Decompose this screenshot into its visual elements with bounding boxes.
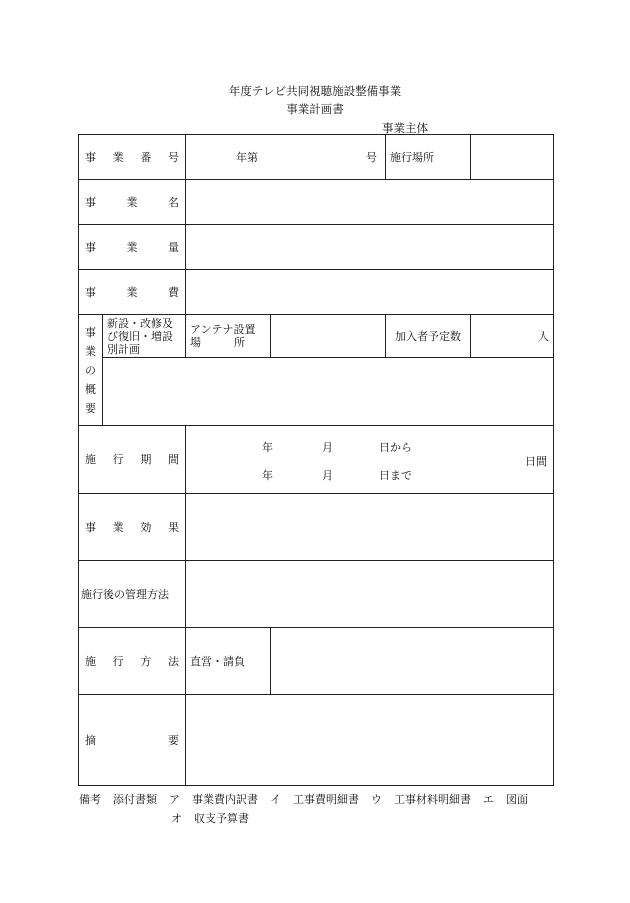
- period-field[interactable]: 年 月 日から 年 月 日まで 日間: [186, 426, 554, 493]
- label-period: 施 行 期 間: [79, 426, 186, 493]
- unit-persons: 人: [538, 330, 550, 344]
- label-project-amount: 事 業 量: [79, 225, 186, 270]
- project-cost-field[interactable]: [186, 270, 554, 315]
- label-remarks: 摘 要: [79, 694, 186, 785]
- remarks-field[interactable]: [186, 694, 554, 785]
- label-site: 施行場所: [386, 135, 471, 180]
- management-field[interactable]: [186, 560, 554, 627]
- overview-detail-field[interactable]: [103, 358, 554, 426]
- plan-form-table: [78, 134, 554, 786]
- label-project-name: 事 業 名: [79, 180, 186, 225]
- document-title: 年度テレビ共同視聴施設整備事業: [228, 84, 402, 98]
- label-overview: 事 業 の 概 要: [79, 315, 103, 426]
- project-name-field[interactable]: [186, 180, 554, 225]
- method-options[interactable]: 直営・請負: [186, 627, 271, 694]
- label-effect: 事 業 効 果: [79, 493, 186, 560]
- method-field[interactable]: [271, 627, 554, 694]
- label-antenna-site: アンテナ設置場 所: [186, 315, 271, 358]
- site-field[interactable]: [471, 135, 554, 180]
- label-project-cost: 事 業 費: [79, 270, 186, 315]
- document-subtitle: 事業計画書: [286, 102, 344, 116]
- subscribers-field[interactable]: [471, 315, 554, 358]
- entity-label: 事業主体: [382, 121, 428, 135]
- label-subscribers: 加入者予定数: [386, 315, 471, 358]
- effect-field[interactable]: [186, 493, 554, 560]
- notes: 備考 添付書類 ア 事業費内訳書 イ 工事費明細書 ウ 工事材料明細書 エ 図面 オ 収支予算書: [79, 793, 528, 825]
- project-number-field[interactable]: 年第 号: [186, 135, 386, 180]
- project-amount-field[interactable]: [186, 225, 554, 270]
- label-management: 施行後の管理方法: [79, 560, 186, 627]
- label-method: 施 行 方 法: [79, 627, 186, 694]
- period-days: 日間: [525, 455, 548, 469]
- antenna-site-field[interactable]: [271, 315, 386, 358]
- label-plan-kind: 新設・改修及び復旧・増設別計画: [103, 315, 186, 358]
- label-project-number: 事 業 番 号: [79, 135, 186, 180]
